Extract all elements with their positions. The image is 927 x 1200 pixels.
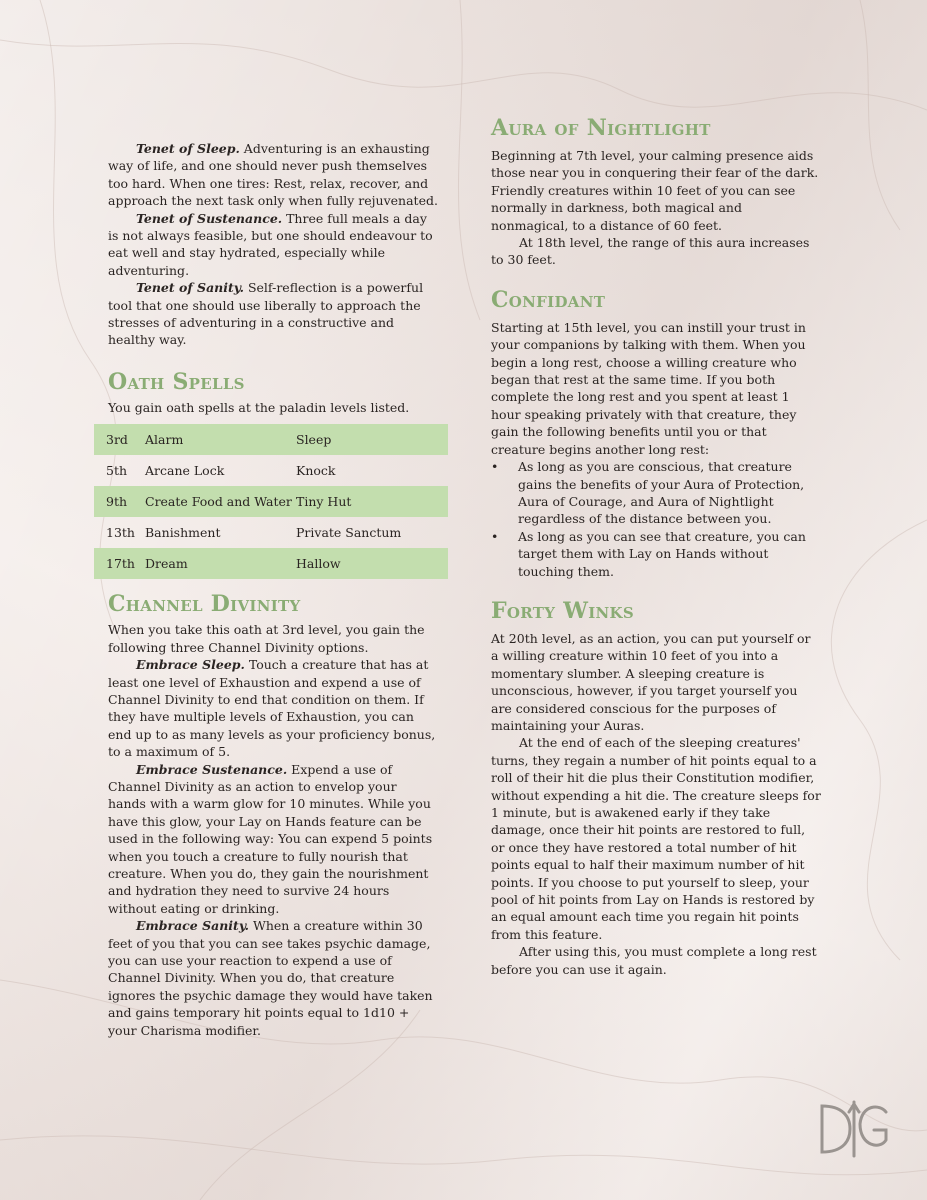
aura-p1: Beginning at 7th level, your calming presence aids those near you in conquering their fear of the dark. Friendly creatures within 10 feet of you can see normally in darkness, both magical and nonmagical, to a distance of 60 feet. [491, 148, 819, 233]
oath-spells-intro: You gain oath spells at the paladin levels listed. [108, 399, 410, 415]
list-item: • As long as you are conscious, that creature gains the benefits of your Aura of Protection, Aura of Courage, and Aura of Nightlight regardless of the distance between you. [491, 458, 821, 528]
spell-2: Sleep [296, 424, 448, 455]
forty-winks-p3: After using this, you must complete a long rest before you can use it again. [491, 944, 817, 977]
right-column [491, 115, 821, 978]
spell-level: 17th [94, 548, 145, 579]
channel-divinity-intro: When you take this oath at 3rd level, you gain the following three Channel Divinity options. [108, 622, 425, 655]
spell-2: Hallow [296, 548, 448, 579]
left-column [108, 140, 438, 1039]
table-row [94, 517, 448, 548]
tenet-text: Self-reflection is a powerful tool that one should use liberally to approach the stresses of adventuring in a constructive and healthy way. [108, 280, 424, 348]
tenet-sleep [108, 140, 438, 210]
tenet-name: Tenet of Sleep. [136, 141, 240, 156]
forty-winks-heading: Forty Winks [491, 597, 635, 624]
tenet-name: Tenet of Sustenance. [136, 210, 283, 226]
forty-winks-p1: At 20th level, as an action, you can put yourself or a willing creature within 10 feet of you into a momentary slumber. A sleeping creature is unconscious, however, if you target yourself you are considered conscious for the purposes of maintaining your Auras. [491, 630, 811, 733]
oath-spells-heading: Oath Spells [108, 368, 245, 395]
option-text: When a creature within 30 feet of you that you can see takes psychic damage, you can use your reaction to expend a use of Channel Divinity. When you do, that creature ignores the psychic damage they would have taken and gains temporary hit points equal to 1d10 + your Charisma modifier. [108, 918, 433, 1038]
spell-1: Arcane Lock [145, 463, 225, 479]
embrace-sleep [108, 656, 438, 760]
spell-2: Knock [296, 463, 336, 479]
oath-spells-table [94, 424, 448, 579]
embrace-sanity [108, 917, 438, 1039]
spell-1: Banishment [145, 525, 221, 541]
spell-2: Tiny Hut [296, 486, 448, 517]
spell-level: 5th [106, 463, 128, 479]
embrace-sustenance [108, 761, 438, 918]
tenet-name: Tenet of Sanity. [136, 280, 244, 296]
channel-divinity-heading: Channel Divinity [108, 591, 301, 618]
table-row [94, 486, 448, 517]
confidant-benefits-list [491, 458, 821, 580]
spell-level: 13th [106, 525, 135, 541]
option-name: Embrace Sanity. [136, 918, 250, 934]
spell-level: 9th [94, 486, 145, 517]
option-name: Embrace Sleep. [136, 657, 245, 673]
spell-1: Dream [145, 548, 296, 579]
spell-1: Create Food and Water [145, 486, 296, 517]
aura-p2: At 18th level, the range of this aura increases to 30 feet. [491, 235, 810, 268]
confidant-p1: Starting at 15th level, you can instill your trust in your companions by talking with them. When you begin a long rest, choose a willing creature who began that rest at the same time. If you both complete the long rest and you spent at least 1 hour speaking privately with that creature, they gain the following benefits until you or that creature begins another long rest: [491, 319, 806, 457]
list-item: • As long as you can see that creature, you can target them with Lay on Hands without touching them. [491, 528, 821, 580]
table-row [94, 455, 448, 486]
tenet-sustenance [108, 210, 438, 280]
spell-2: Private Sanctum [296, 525, 402, 541]
table-row [94, 424, 448, 455]
option-name: Embrace Sustenance. [136, 761, 288, 777]
aura-of-nightlight-heading: Aura of Nightlight [491, 115, 711, 141]
table-row [94, 548, 448, 579]
spell-1: Alarm [145, 424, 296, 455]
dmsguild-logo-icon [816, 1098, 892, 1160]
tenet-text: Three full meals a day is not always feasible, but one should endeavour to eat well and stay hydrated, especially while adventuring. [108, 210, 433, 278]
tenet-sanity [108, 279, 438, 349]
tenet-text: Adventuring is an exhausting way of life, and one should never push themselves too hard. When one tires: Rest, relax, recover, and approach the next task only when fully rejuvenated. [108, 141, 438, 209]
confidant-heading: Confidant [491, 286, 606, 313]
spell-level: 3rd [94, 424, 145, 455]
option-text: Touch a creature that has at least one level of Exhaustion and expend a use of Channel Divinity to end that condition on them. If they have multiple levels of Exhaustion, you can end up to as many levels as your proficiency bonus, to a maximum of 5. [108, 657, 436, 760]
forty-winks-p2: At the end of each of the sleeping creatures' turns, they regain a number of hit points equal to a roll of their hit die plus their Constitution modifier, without expending a hit die. The creature sleeps for 1 minute, but is awakened early if they take damage, once their hit points are restored to full, or once they have restored a total number of hit points equal to half their maximum number of hit points. If you choose to put yourself to sleep, your pool of hit points from Lay on Hands is restored by an equal amount each time you regain hit points from this feature. [491, 735, 821, 942]
option-text: Expend a use of Channel Divinity as an action to envelop your hands with a warm glow for 10 minutes. While you have this glow, your Lay on Hands feature can be used in the following way: You can expend 5 points when you touch a creature to fully nourish that creature. When you do, they gain the nourishment and hydration they need to survive 24 hours without eating or drinking. [108, 761, 433, 916]
